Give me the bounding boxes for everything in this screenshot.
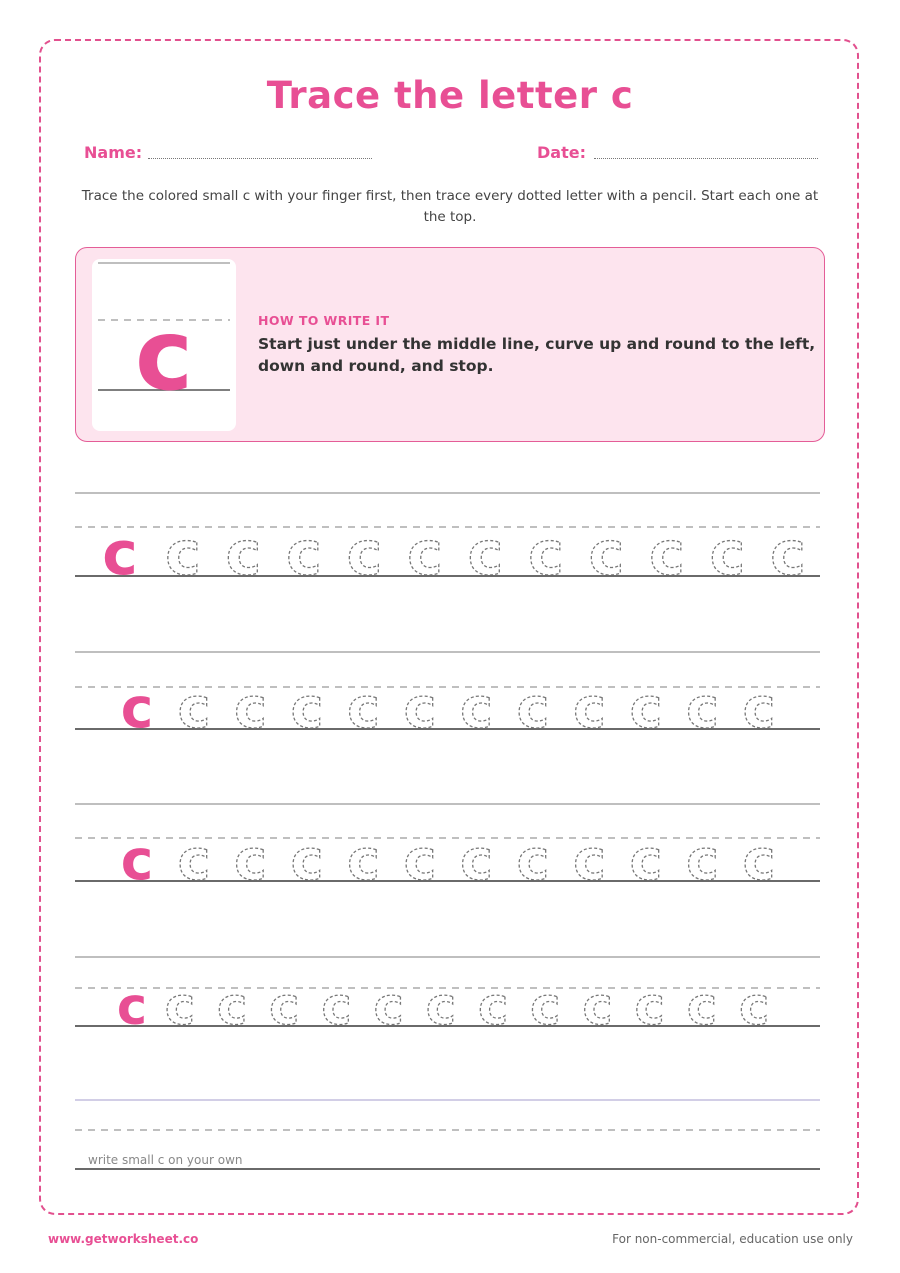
dotted-trace-letter[interactable]: c [425, 978, 457, 1037]
dotted-trace-letter[interactable]: c [686, 978, 718, 1037]
free-row-caption: write small c on your own [88, 1153, 243, 1167]
dotted-trace-letter[interactable]: c [403, 828, 437, 892]
dotted-trace-letter[interactable]: c [686, 676, 719, 740]
dotted-trace-letter[interactable]: c [709, 519, 746, 589]
dotted-trace-letter[interactable]: c [321, 978, 352, 1037]
example-letter: c [134, 299, 194, 413]
model-letter: c [120, 828, 154, 892]
dotted-trace-letter[interactable]: c [686, 828, 719, 892]
dotted-trace-letter[interactable]: c [177, 676, 211, 740]
dotted-trace-letter[interactable]: c [407, 519, 443, 589]
dotted-trace-letter[interactable]: c [347, 676, 380, 740]
dotted-trace-letter[interactable]: c [649, 519, 685, 589]
footer-site: www.getworksheet.co [48, 1232, 199, 1246]
worksheet-title: Trace the letter c [266, 74, 634, 117]
dotted-trace-letter[interactable]: c [634, 978, 665, 1037]
dotted-trace-letter[interactable]: c [516, 676, 550, 740]
dotted-trace-letter[interactable]: c [528, 519, 564, 589]
dotted-trace-letter[interactable]: c [460, 828, 493, 892]
dotted-trace-letter[interactable]: c [177, 828, 211, 892]
dotted-trace-letter[interactable]: c [165, 519, 201, 589]
dotted-trace-letter[interactable]: c [347, 828, 380, 892]
dotted-trace-letter[interactable]: c [530, 978, 561, 1037]
model-letter: c [102, 519, 138, 589]
dotted-trace-letter[interactable]: c [467, 519, 504, 589]
dotted-trace-letter[interactable]: c [290, 828, 324, 892]
dotted-trace-letter[interactable]: c [478, 978, 509, 1037]
dotted-trace-letter[interactable]: c [217, 978, 248, 1037]
model-letter: c [120, 676, 154, 740]
dotted-trace-letter[interactable]: c [573, 676, 606, 740]
dotted-trace-letter[interactable]: c [742, 676, 776, 740]
name-label: Name: [84, 143, 143, 162]
dotted-trace-letter[interactable]: c [234, 676, 267, 740]
dotted-trace-letter[interactable]: c [516, 828, 550, 892]
dotted-trace-letter[interactable]: c [739, 978, 770, 1037]
how-to-text: Start just under the middle line, curve up and round to the left, down and round, and stop. [258, 335, 816, 375]
dotted-trace-letter[interactable]: c [373, 978, 404, 1037]
dotted-trace-letter[interactable]: c [460, 676, 493, 740]
dotted-trace-letter[interactable]: c [629, 828, 663, 892]
date-label: Date: [537, 143, 586, 162]
dotted-trace-letter[interactable]: c [290, 676, 324, 740]
dotted-trace-letter[interactable]: c [770, 519, 806, 589]
dotted-trace-letter[interactable]: c [573, 828, 606, 892]
dotted-trace-letter[interactable]: c [629, 676, 663, 740]
instructions-text: Trace the colored small c with your finger first, then trace every dotted letter with a pencil. Start each one at the top. [81, 188, 819, 225]
model-letter: c [116, 978, 148, 1037]
dotted-trace-letter[interactable]: c [225, 519, 262, 589]
dotted-trace-letter[interactable]: c [742, 828, 776, 892]
how-to-label: HOW TO WRITE IT [258, 313, 390, 328]
dotted-trace-letter[interactable]: c [403, 676, 437, 740]
dotted-trace-letter[interactable]: c [346, 519, 383, 589]
dotted-trace-letter[interactable]: c [588, 519, 625, 589]
dotted-trace-letter[interactable]: c [164, 978, 196, 1037]
dotted-trace-letter[interactable]: c [269, 978, 300, 1037]
dotted-trace-letter[interactable]: c [234, 828, 267, 892]
dotted-trace-letter[interactable]: c [582, 978, 613, 1037]
dotted-trace-letter[interactable]: c [286, 519, 322, 589]
footer-note: For non-commercial, education use only [612, 1232, 853, 1246]
